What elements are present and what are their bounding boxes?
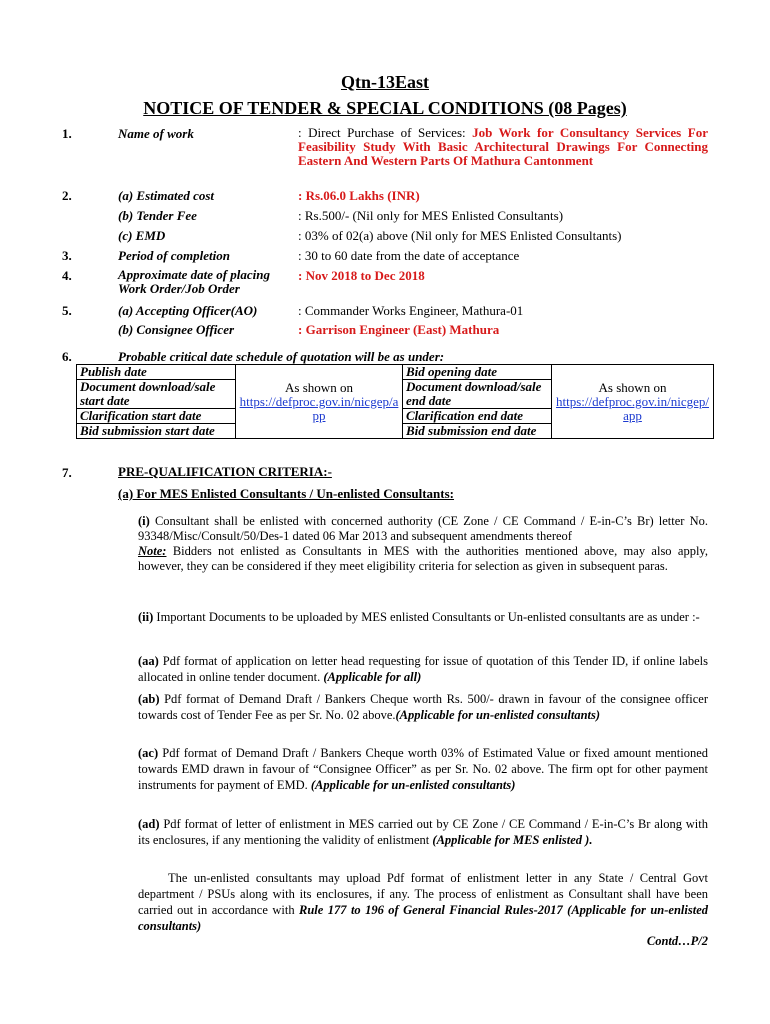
emd-value: : 03% of 02(a) above (Nil only for MES Enlisted Consultants) xyxy=(298,228,622,243)
defproc-link[interactable]: https://defproc.gov.in/nicgep/app xyxy=(556,393,709,423)
item-number: 1. xyxy=(62,126,72,141)
defproc-link[interactable]: https://defproc.gov.in/nicgep/app xyxy=(239,393,399,423)
placing-date-label: Approximate date of placing Work Order/Job Order xyxy=(118,267,271,296)
schedule-cell: Document download/sale start date xyxy=(77,380,236,409)
estimated-cost-value: : Rs.06.0 Lakhs (INR) xyxy=(298,188,420,203)
name-of-work-value: : Direct Purchase of Services: Job Work for Consultancy Services For Feasibility Study With Basic Architectural Drawings For Connecting Eastern And Western Parts Of Mathura Cantonment xyxy=(298,125,708,168)
criteria-un-enlisted: The un-enlisted consultants may upload Pdf format of enlistment letter in any State / Central Govt department / PSUs along with its enclosures, if any. The process of enlistment as Consultant shall have been carried out in accordance with Rule 177 to 196 of General Financial Rules-2017 (Applicable for un-enlisted consultants) xyxy=(138,871,709,933)
item-number: 4. xyxy=(62,268,72,283)
tender-fee-label: (b) Tender Fee xyxy=(118,208,197,223)
criteria-i: (i) Consultant shall be enlisted with concerned authority (CE Zone / CE Command / E-in-C’s Br) letter No. 93348/Misc/Consult/50/Des-1 dated 06 Mar 2013 and subsequent amendments thereof Note: Bidders not enlisted as Consultants in MES with the authorities mentioned above, may also apply, however, they can be considered if they meet eligibility criteria for selection as given in subsequent paras. xyxy=(138,514,708,573)
schedule-shown-cell: As shown on https://defproc.gov.in/nicgep/app xyxy=(552,365,714,439)
period-label: Period of completion xyxy=(118,248,230,263)
tender-fee-value: : Rs.500/- (Nil only for MES Enlisted Consultants) xyxy=(298,208,564,223)
consignee-officer-label: (b) Consignee Officer xyxy=(118,322,235,337)
quotation-number: Qtn-13East xyxy=(340,72,429,92)
criteria-ii: (ii) Important Documents to be uploaded by MES enlisted Consultants or Un-enlisted consultants are as under :- xyxy=(138,610,700,624)
placing-date-value: : Nov 2018 to Dec 2018 xyxy=(298,268,425,283)
name-of-work-label: Name of work xyxy=(118,126,194,141)
period-value: : 30 to 60 date from the date of acceptance xyxy=(298,248,520,263)
accepting-officer-label: (a) Accepting Officer(AO) xyxy=(118,303,258,318)
schedule-cell: Bid opening date xyxy=(403,365,552,380)
item-number: 3. xyxy=(62,248,72,263)
continued-note: Contd…P/2 xyxy=(646,934,708,948)
item-number: 7. xyxy=(62,465,72,480)
criteria-aa: (aa) Pdf format of application on letter head requesting for issue of quotation of this Tender ID, if online labels allocated in online tender document. (Applicable for all) xyxy=(138,654,708,684)
item-number: 2. xyxy=(62,188,72,203)
emd-label: (c) EMD xyxy=(118,228,166,243)
consignee-officer-value: : Garrison Engineer (East) Mathura xyxy=(298,322,500,337)
schedule-cell: Clarification start date xyxy=(77,409,236,424)
pre-qualification-subtitle: (a) For MES Enlisted Consultants / Un-enlisted Consultants: xyxy=(118,486,455,501)
criteria-ad: (ad) Pdf format of letter of enlistment in MES carried out by CE Zone / CE Command / E-in-C’s Br along with its enclosures, if any mentioning the validity of enlistment (Applicable for MES enlisted ). xyxy=(138,817,709,847)
criteria-ac: (ac) Pdf format of Demand Draft / Bankers Cheque worth 03% of Estimated Value or fixed amount mentioned towards EMD drawn in favour of “Consignee Officer” as per Sr. No. 02 above. The firm opt for other payment instruments for payment of EMD. (Applicable for un-enlisted consultants) xyxy=(138,746,708,792)
schedule-cell: Bid submission end date xyxy=(403,424,552,439)
schedule-shown-cell: As shown on https://defproc.gov.in/nicgep/app xyxy=(236,365,403,439)
schedule-cell: Document download/sale end date xyxy=(403,380,552,409)
pre-qualification-title: PRE-QUALIFICATION CRITERIA:- xyxy=(118,464,332,479)
item-number: 5. xyxy=(62,303,72,318)
schedule-cell: Publish date xyxy=(77,365,236,380)
item-number: 6. xyxy=(62,349,72,364)
accepting-officer-value: : Commander Works Engineer, Mathura-01 xyxy=(298,303,524,318)
schedule-cell: Clarification end date xyxy=(403,409,552,424)
criteria-ab: (ab) Pdf format of Demand Draft / Bankers Cheque worth Rs. 500/- drawn in favour of the consignee officer towards cost of Tender Fee as per Sr. No. 02 above.(Applicable for un-enlisted consultants) xyxy=(138,692,708,722)
page-title: NOTICE OF TENDER & SPECIAL CONDITIONS (08 Pages) xyxy=(143,98,627,118)
schedule-label: Probable critical date schedule of quotation will be as under: xyxy=(118,349,445,364)
schedule-table xyxy=(76,364,714,439)
schedule-cell: Bid submission start date xyxy=(77,424,236,439)
estimated-cost-label: (a) Estimated cost xyxy=(118,188,215,203)
